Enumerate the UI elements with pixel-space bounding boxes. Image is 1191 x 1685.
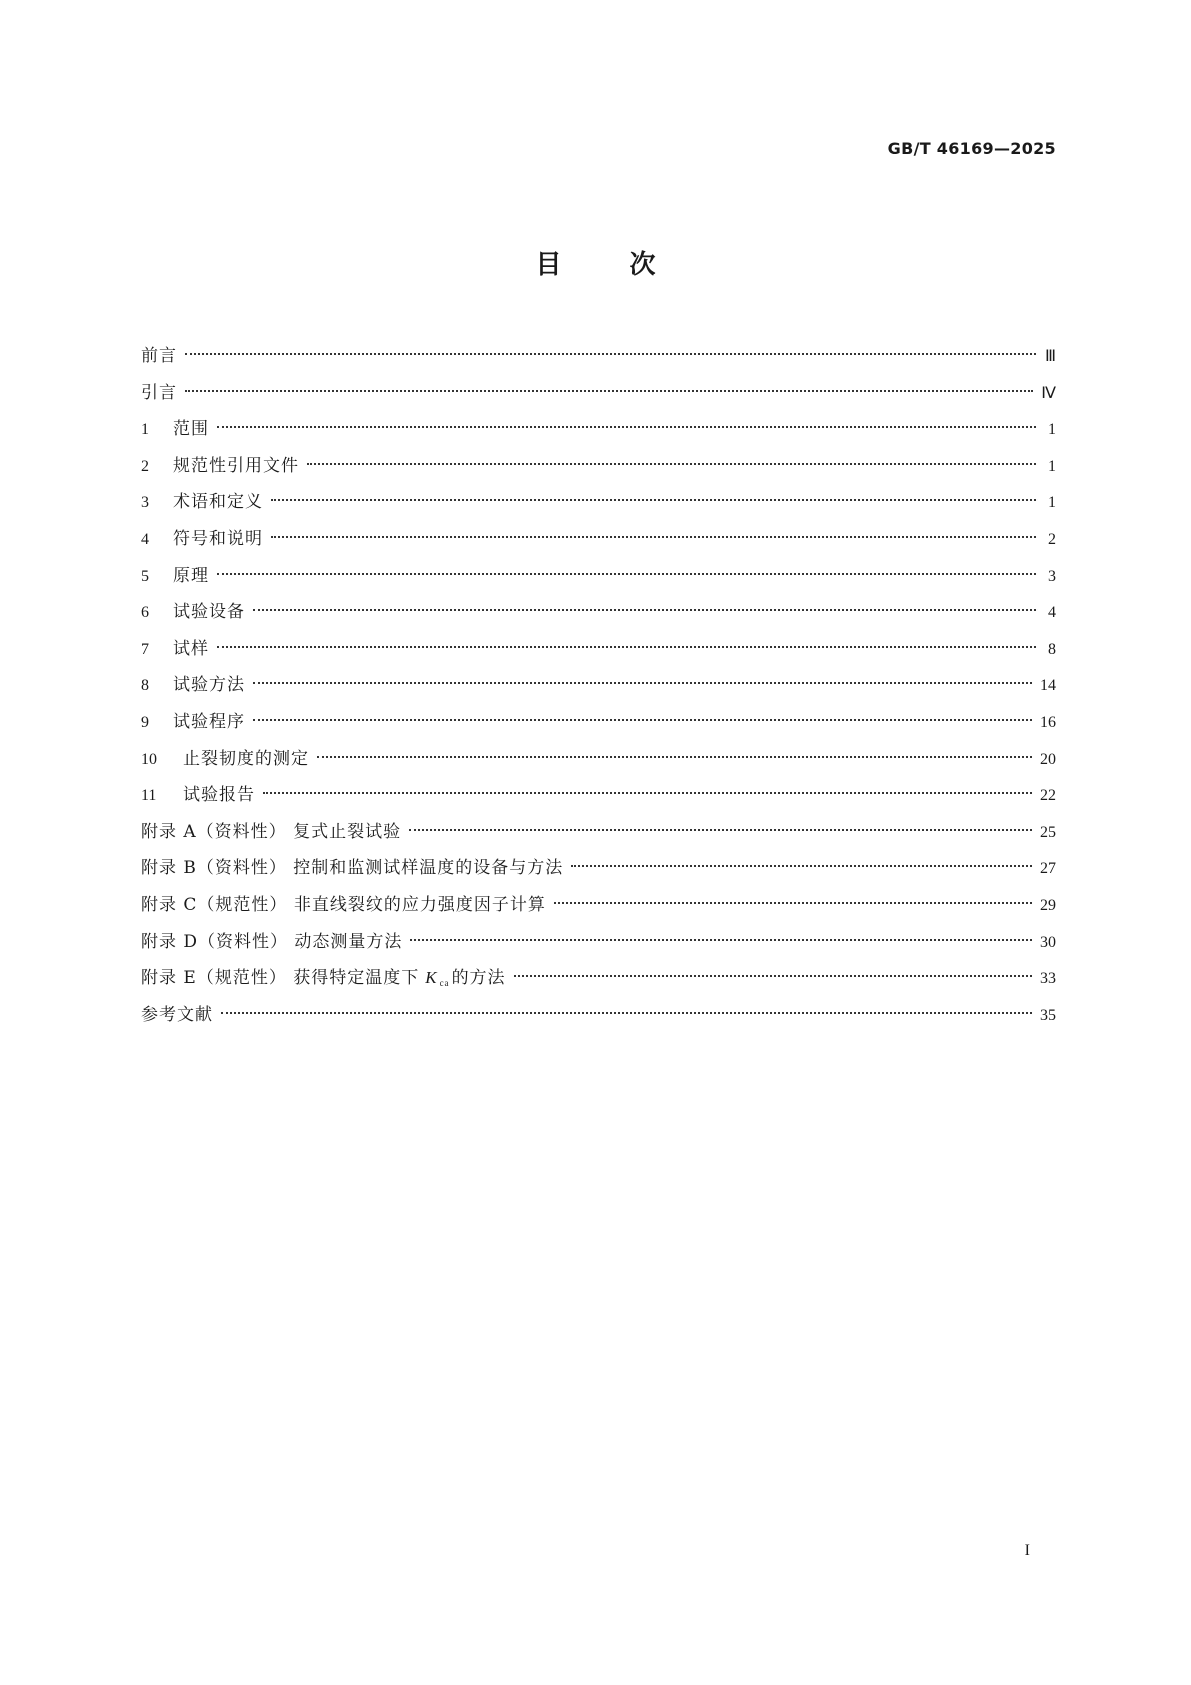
title-char-1: 目 bbox=[535, 250, 562, 280]
toc-label: 附录 A（资料性） 复式止裂试验 bbox=[141, 821, 402, 842]
toc-entry-11[interactable] bbox=[141, 777, 1056, 814]
toc-leader-dots bbox=[221, 1012, 1032, 1014]
toc-label: 止裂韧度的测定 bbox=[183, 748, 309, 769]
toc-page-number: 25 bbox=[1040, 823, 1056, 841]
k-symbol: K bbox=[425, 968, 438, 988]
toc-leader-dots bbox=[217, 573, 1036, 575]
toc-leader-dots bbox=[253, 609, 1036, 611]
toc-leader-dots bbox=[317, 756, 1032, 758]
toc-entry-5[interactable] bbox=[141, 558, 1056, 595]
toc-page-number: 3 bbox=[1048, 567, 1056, 585]
toc-label: 附录 D（资料性） 动态测量方法 bbox=[141, 931, 403, 952]
toc-page-number: 8 bbox=[1048, 640, 1056, 658]
toc-section-number: 10 bbox=[141, 750, 157, 768]
toc-leader-dots bbox=[217, 646, 1036, 648]
toc-page-number: 14 bbox=[1040, 677, 1056, 695]
toc-page-number: Ⅲ bbox=[1044, 348, 1056, 365]
title-char-2: 次 bbox=[629, 250, 656, 280]
toc-label: 术语和定义 bbox=[173, 492, 263, 513]
toc-section-number: 2 bbox=[141, 457, 149, 475]
toc-section-number: 5 bbox=[141, 567, 149, 585]
toc-page-number: 16 bbox=[1040, 713, 1056, 731]
toc-label: 范围 bbox=[173, 419, 209, 440]
toc-page-number: 4 bbox=[1048, 604, 1056, 622]
toc-leader-dots bbox=[271, 536, 1036, 538]
toc-label: 符号和说明 bbox=[173, 528, 263, 549]
toc-leader-dots bbox=[253, 719, 1032, 721]
toc-entry-1[interactable] bbox=[141, 411, 1056, 448]
standard-code: GB/T 46169—2025 bbox=[887, 139, 1056, 158]
toc-section-number: 6 bbox=[141, 604, 149, 622]
k-subscript: ca bbox=[439, 978, 450, 989]
toc-label: 试验程序 bbox=[173, 711, 245, 732]
toc-label: 规范性引用文件 bbox=[173, 455, 299, 476]
toc-label: 附录 C（规范性） 非直线裂纹的应力强度因子计算 bbox=[141, 894, 546, 915]
toc-entry-4[interactable] bbox=[141, 521, 1056, 558]
toc-section-number: 7 bbox=[141, 640, 149, 658]
toc-entry-7[interactable] bbox=[141, 631, 1056, 668]
toc-page-number: 1 bbox=[1048, 494, 1056, 512]
toc-entry-9[interactable] bbox=[141, 704, 1056, 741]
toc-leader-dots bbox=[185, 390, 1033, 392]
toc-page-number: 35 bbox=[1040, 1006, 1056, 1024]
toc-section-number: 8 bbox=[141, 677, 149, 695]
toc-label: 参考文献 bbox=[141, 1004, 213, 1025]
toc-label-prefix: 附录 E（规范性） 获得特定温度下 bbox=[141, 968, 420, 989]
toc-leader-dots bbox=[571, 865, 1032, 867]
toc-entry-annex-b[interactable] bbox=[141, 850, 1056, 887]
toc-page-number: Ⅳ bbox=[1041, 384, 1056, 402]
toc-leader-dots bbox=[271, 499, 1036, 501]
toc-label: 试验报告 bbox=[183, 785, 255, 806]
toc-entry-10[interactable] bbox=[141, 741, 1056, 778]
toc-entry-foreword[interactable] bbox=[141, 338, 1056, 375]
toc-page-number: 30 bbox=[1040, 933, 1056, 951]
toc-entry-annex-c[interactable] bbox=[141, 887, 1056, 924]
toc-label: 引言 bbox=[141, 382, 177, 403]
toc-leader-dots bbox=[410, 939, 1032, 941]
toc-entry-3[interactable] bbox=[141, 484, 1056, 521]
toc-leader-dots bbox=[409, 829, 1032, 831]
toc-entry-annex-a[interactable] bbox=[141, 814, 1056, 851]
toc-entry-annex-e[interactable] bbox=[141, 960, 1056, 997]
toc-page-number: 29 bbox=[1040, 896, 1056, 914]
toc-leader-dots bbox=[554, 902, 1032, 904]
toc-page-number: 20 bbox=[1040, 750, 1056, 768]
toc-label bbox=[141, 960, 506, 1002]
toc-section-number: 3 bbox=[141, 494, 149, 512]
toc-entry-6[interactable] bbox=[141, 594, 1056, 631]
toc-page-number: 27 bbox=[1040, 860, 1056, 878]
toc-label: 试样 bbox=[173, 638, 209, 659]
toc-leader-dots bbox=[514, 975, 1032, 977]
toc-page-number: 1 bbox=[1048, 421, 1056, 439]
page-title bbox=[0, 244, 1191, 281]
toc-leader-dots bbox=[217, 426, 1036, 428]
toc-label: 附录 B（资料性） 控制和监测试样温度的设备与方法 bbox=[141, 858, 564, 879]
toc-label-suffix: 的方法 bbox=[451, 968, 506, 989]
toc-label: 试验设备 bbox=[173, 602, 245, 623]
table-of-contents bbox=[141, 338, 1056, 1033]
toc-leader-dots bbox=[253, 682, 1032, 684]
toc-page-number: 1 bbox=[1048, 457, 1056, 475]
toc-label: 试验方法 bbox=[173, 675, 245, 696]
page-number: I bbox=[1024, 1542, 1030, 1559]
toc-section-number: 11 bbox=[141, 787, 157, 805]
toc-entry-introduction[interactable] bbox=[141, 375, 1056, 412]
toc-entry-annex-d[interactable] bbox=[141, 924, 1056, 961]
toc-page-number: 22 bbox=[1040, 787, 1056, 805]
toc-leader-dots bbox=[185, 353, 1036, 355]
toc-label: 原理 bbox=[173, 565, 209, 586]
toc-page-number: 33 bbox=[1040, 970, 1056, 988]
toc-leader-dots bbox=[307, 463, 1036, 465]
toc-label: 前言 bbox=[141, 346, 177, 366]
toc-section-number: 9 bbox=[141, 713, 149, 731]
toc-page-number: 2 bbox=[1048, 530, 1056, 548]
toc-leader-dots bbox=[263, 792, 1032, 794]
toc-section-number: 4 bbox=[141, 530, 149, 548]
toc-entry-8[interactable] bbox=[141, 667, 1056, 704]
toc-entry-references[interactable] bbox=[141, 997, 1056, 1034]
toc-section-number: 1 bbox=[141, 421, 149, 439]
toc-entry-2[interactable] bbox=[141, 448, 1056, 485]
